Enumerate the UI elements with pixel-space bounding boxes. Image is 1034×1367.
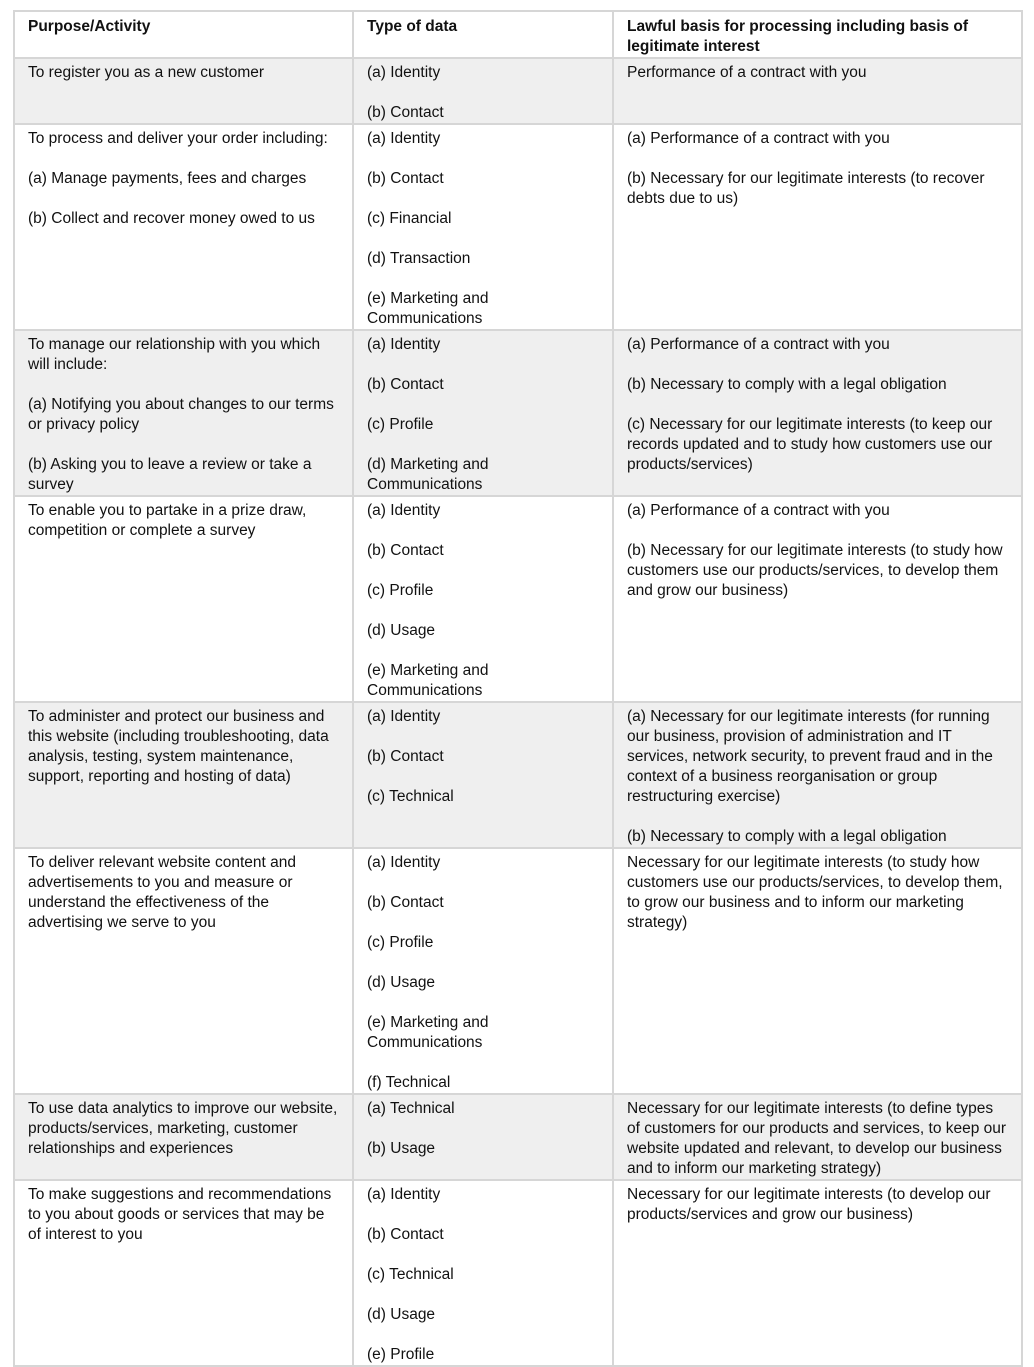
cell-entry: (b) Contact — [367, 894, 444, 911]
cell-entry: (c) Technical — [367, 788, 454, 805]
table-row — [14, 330, 1022, 496]
cell-entry: (b) Necessary for our legitimate interests (to recover debts due to us) — [627, 170, 985, 207]
cell-entry: (d) Marketing and Communications — [367, 456, 489, 493]
cell-entry: To enable you to partake in a prize draw, competition or complete a survey — [28, 502, 307, 539]
cell-entry: To use data analytics to improve our website, products/services, marketing, customer relationships and experiences — [28, 1100, 338, 1157]
purpose-cell — [14, 1180, 353, 1366]
data-type-cell — [353, 1180, 613, 1366]
cell-entry: (b) Contact — [367, 170, 444, 187]
cell-entry: (d) Transaction — [367, 250, 471, 267]
cell-entry: (a) Identity — [367, 1186, 441, 1203]
cell-entry: (b) Contact — [367, 104, 444, 121]
table-row — [14, 58, 1022, 124]
cell-entry: (c) Profile — [367, 934, 434, 951]
cell-entry: (b) Contact — [367, 542, 444, 559]
cell-entry: Performance of a contract with you — [627, 64, 867, 81]
purpose-cell — [14, 124, 353, 330]
cell-entry: (a) Identity — [367, 502, 441, 519]
header-row — [14, 11, 1022, 58]
cell-entry: To manage our relationship with you which will include: — [28, 336, 321, 373]
purpose-cell — [14, 496, 353, 702]
cell-entry: To deliver relevant website content and advertisements to you and measure or understand the effectiveness of the advertising we serve to you — [28, 854, 296, 931]
cell-entry: (b) Collect and recover money owed to us — [28, 210, 315, 227]
column-header-data-type: Type of data — [353, 11, 613, 58]
cell-entry: (a) Identity — [367, 708, 441, 725]
cell-entry: To register you as a new customer — [28, 64, 265, 81]
data-type-cell — [353, 496, 613, 702]
cell-entry: (e) Marketing and Communications — [367, 290, 489, 327]
data-type-cell — [353, 1094, 613, 1180]
cell-entry: (c) Technical — [367, 1266, 454, 1283]
cell-entry: (a) Identity — [367, 854, 441, 871]
cell-entry: (a) Performance of a contract with you — [627, 502, 890, 519]
cell-entry: (a) Necessary for our legitimate interests (for running our business, provision of administration and IT services, network security, to prevent fraud and in the context of a business reorganisation or group restructuring exercise) — [627, 708, 993, 805]
lawful-basis-cell — [613, 124, 1022, 330]
cell-entry: To administer and protect our business and this website (including troubleshooting, data analysis, testing, system maintenance, support, reporting and hosting of data) — [28, 708, 329, 785]
table-row — [14, 1094, 1022, 1180]
cell-entry: (b) Necessary to comply with a legal obligation — [627, 828, 947, 845]
cell-entry: Necessary for our legitimate interests (to study how customers use our products/services, to develop them, to grow our business and to inform our marketing strategy) — [627, 854, 1003, 931]
purpose-cell — [14, 702, 353, 848]
cell-entry: (f) Technical — [367, 1074, 451, 1091]
cell-entry: (a) Identity — [367, 64, 441, 81]
purpose-cell — [14, 58, 353, 124]
table-row — [14, 1180, 1022, 1366]
cell-entry: (a) Manage payments, fees and charges — [28, 170, 307, 187]
lawful-basis-cell — [613, 330, 1022, 496]
cell-entry: (a) Identity — [367, 130, 441, 147]
data-type-cell — [353, 58, 613, 124]
lawful-basis-cell — [613, 848, 1022, 1094]
table-row — [14, 848, 1022, 1094]
table-row — [14, 702, 1022, 848]
cell-entry: (b) Necessary for our legitimate interests (to study how customers use our products/services, to develop them and grow our business) — [627, 542, 1003, 599]
cell-entry: (d) Usage — [367, 1306, 436, 1323]
cell-entry: (a) Technical — [367, 1100, 455, 1117]
cell-entry: (d) Usage — [367, 622, 436, 639]
cell-entry: Necessary for our legitimate interests (to develop our products/services and grow our business) — [627, 1186, 991, 1223]
cell-entry: (a) Identity — [367, 336, 441, 353]
lawful-basis-table — [13, 10, 1023, 1367]
lawful-basis-cell — [613, 496, 1022, 702]
cell-entry: (a) Performance of a contract with you — [627, 336, 890, 353]
cell-entry: (b) Contact — [367, 376, 444, 393]
cell-entry: (c) Profile — [367, 582, 434, 599]
cell-entry: (b) Contact — [367, 748, 444, 765]
data-type-cell — [353, 330, 613, 496]
table-row — [14, 124, 1022, 330]
data-type-cell — [353, 848, 613, 1094]
cell-entry: (a) Notifying you about changes to our terms or privacy policy — [28, 396, 334, 433]
cell-entry: (b) Contact — [367, 1226, 444, 1243]
cell-entry: (a) Performance of a contract with you — [627, 130, 890, 147]
lawful-basis-cell — [613, 1180, 1022, 1366]
cell-entry: (e) Marketing and Communications — [367, 662, 489, 699]
data-type-cell — [353, 124, 613, 330]
column-header-lawful-basis: Lawful basis for processing including basis of legitimate interest — [613, 11, 1022, 58]
table-row — [14, 496, 1022, 702]
cell-entry: (d) Usage — [367, 974, 436, 991]
cell-entry: To make suggestions and recommendations to you about goods or services that may be of interest to you — [28, 1186, 332, 1243]
cell-entry: (e) Profile — [367, 1346, 435, 1363]
cell-entry: (b) Asking you to leave a review or take a survey — [28, 456, 312, 493]
table-body — [14, 58, 1022, 1366]
cell-entry: (c) Financial — [367, 210, 452, 227]
cell-entry: (c) Profile — [367, 416, 434, 433]
lawful-basis-cell — [613, 1094, 1022, 1180]
cell-entry: To process and deliver your order including: — [28, 130, 328, 147]
cell-entry: Necessary for our legitimate interests (to define types of customers for our products and services, to keep our website updated and relevant, to develop our business and to inform our marketing strategy) — [627, 1100, 1007, 1177]
lawful-basis-cell — [613, 702, 1022, 848]
lawful-basis-cell — [613, 58, 1022, 124]
purpose-cell — [14, 848, 353, 1094]
cell-entry: (b) Usage — [367, 1140, 436, 1157]
cell-entry: (b) Necessary to comply with a legal obligation — [627, 376, 947, 393]
purpose-cell — [14, 330, 353, 496]
cell-entry: (e) Marketing and Communications — [367, 1014, 489, 1051]
data-type-cell — [353, 702, 613, 848]
purpose-cell — [14, 1094, 353, 1180]
column-header-purpose: Purpose/Activity — [14, 11, 353, 58]
cell-entry: (c) Necessary for our legitimate interests (to keep our records updated and to study how customers use our products/services) — [627, 416, 993, 473]
